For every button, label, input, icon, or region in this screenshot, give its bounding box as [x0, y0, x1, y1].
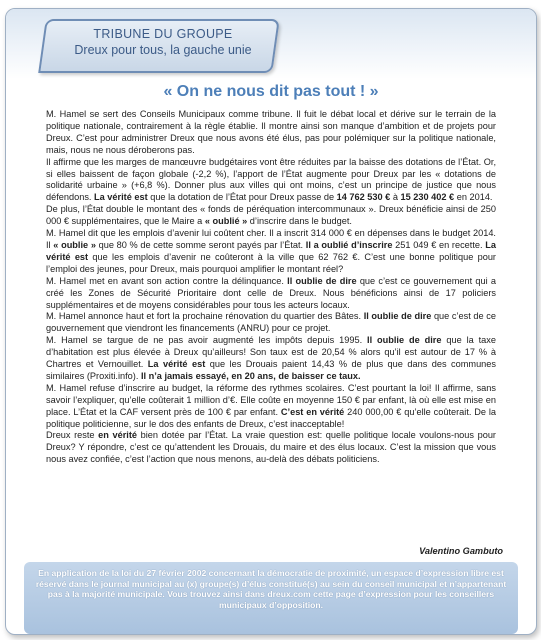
paragraph-text: M. Hamel annonce haut et fort la prochaine rénovation du quartier des Bâtes.: [46, 311, 364, 322]
legal-notice-text: En application de la loi du 27 février 2002 concernant la démocratie de proximité, un espace d’expression libre est réservé dans le journal municipal au (x) groupe(s) d’élus constitué(s) au sein du conseil municipal et n’appartenant pas à la majorité municipale. Vous trouvez ainsi dans dreux.com cette page d’expression pour les conseillers municipaux d’opposition.: [35, 568, 507, 610]
emphasis-text: Il oublie de dire: [363, 311, 432, 322]
emphasis-text: Il oublie de dire: [287, 275, 357, 286]
header-subtitle: Dreux pour tous, la gauche unie: [74, 43, 252, 57]
header-title: TRIBUNE DU GROUPE: [93, 27, 233, 41]
header-label: [48, 27, 278, 57]
paragraph: [46, 335, 496, 383]
emphasis-text: « oublie »: [53, 239, 96, 250]
paragraph: [46, 430, 496, 466]
paragraph-text: 251 049 € en recette.: [392, 239, 486, 250]
paragraph-text: M. Hamel met en avant son action contre la délinquance.: [46, 275, 288, 286]
emphasis-text: C’est en vérité: [280, 406, 345, 417]
paragraph-text: que c’est de ce gouvernement que viendront les financements (ANRU) pour ce projet.: [46, 311, 496, 334]
paragraph-text: bien dotée par l’État. La vraie question est: quelle politique locale voulons-nous pour Dreux? Y répondre, c’est ce qu’attendent les Drouais, du maire et des élus locaux. C’est la mission que vous nous avez confiée, c’est l’action que nous menons, au-delà des débats politiciens.: [46, 430, 496, 465]
emphasis-text: Il oublie de dire: [367, 335, 442, 346]
paragraph-text: 240 000,00 € qu’elle coûterait. De la politique politicienne, sur le dos des enfants de Dreux, c’est inacceptable!: [46, 406, 497, 429]
paragraph: [46, 311, 496, 335]
paragraph-text: à: [390, 192, 401, 203]
paragraph: [46, 157, 496, 205]
paragraph: [46, 383, 496, 431]
paragraph-text: M. Hamel se targue de ne pas avoir augmenté les impôts depuis 1995.: [46, 335, 368, 346]
emphasis-text: Il a oublié d’inscrire: [305, 239, 393, 250]
paragraph-text: en 2014.: [454, 192, 493, 203]
emphasis-text: La vérité est: [94, 192, 148, 203]
paragraph-text: que c’est ce gouvernement qui a créé les Zones de Sécurité Prioritaire dont celle de Dreux. Nous bénéficions ainsi de 17 policiers supplémentaires et de moyens considérables pour tous les acteurs locaux.: [46, 275, 496, 310]
paragraph-text: d’inscrire dans le budget.: [247, 216, 352, 227]
paragraph-text: Dreux reste: [46, 430, 99, 441]
paragraph-text: De plus, l’État double le montant des « fonds de péréquation intercommunaux ». Dreux bénéficie ainsi de 250 000 € supplémentaires, que le Maire a: [46, 204, 496, 227]
paragraph-text: Il affirme que les marges de manœuvre budgétaires vont être réduites par la baisse des dotations de l’État. Or, si elles baissent de façon globale (-2,2 %), l’apport de l’État augmente pour Dreux par les « dotations de solidarité urbaine » (+6,8 %). Donner plus aux villes qui ont moins, c’est un principe de justice que nous défendons.: [46, 156, 496, 203]
paragraph-text: que 80 % de cette somme seront payés par l’État.: [95, 239, 306, 250]
paragraph-text: que les Drouais paient 14,43 % de plus que dans des communes similaires (Proxiti.info).: [46, 359, 496, 381]
paragraph: [46, 228, 496, 276]
legal-notice-box: [24, 562, 518, 634]
paragraph: [46, 276, 496, 312]
paragraph-text: M. Hamel dit que les emplois d’avenir lui coûtent cher. Il a inscrit 314 000 € en dépenses dans le budget 2014. Il: [46, 228, 496, 250]
paragraph-text: que les emplois d’avenir ne coûteront à la ville que 62 762 €. C’est une bonne politique pour l’emploi des jeunes, pour Dreux, mais pourquoi amplifier le montant réel?: [46, 251, 496, 274]
headline: « On ne nous dit pas tout ! »: [163, 83, 379, 100]
signature: Valentino Gambuto: [419, 546, 503, 556]
paragraph: [46, 204, 496, 228]
tribune-card: [5, 8, 537, 635]
article-body: [46, 109, 496, 466]
paragraph-text: M. Hamel se sert des Conseils Municipaux comme tribune. Il fuit le débat local et dérive sur le terrain de la politique nationale, contrairement à la règle établie. Il montre ainsi son manque d’ambition et de projets pour Dreux. C’est pour administrer Dreux que nous avons été élus, pas pour polémiquer sur la politique nationale, mais, nous ne nous déroberons pas.: [46, 109, 496, 155]
paragraph-text: que la taxe d’habitation est plus élevée à Dreux qu’ailleurs! Son taux est de 20,54 % alors qu’il est autour de 17 % à Chartres et Vernouillet.: [46, 335, 496, 370]
emphasis-text: « oublié »: [204, 216, 248, 227]
paragraph-text: M. Hamel refuse d’inscrire au budget, la réforme des rythmes scolaires. C’est pourtant la loi! Il affirme, sans savoir l’expliquer, qu’elle coûterait 1 million d’€. Elle coûte en moyenne 150 € par enfant, là où elle est mise en place. L’État et la CAF versent près de 100 € par enfant.: [46, 382, 496, 417]
emphasis-text: La vérité est: [147, 359, 206, 370]
emphasis-text: La vérité est: [46, 239, 496, 262]
emphasis-text: en vérité: [98, 430, 138, 441]
paragraph-text: que la dotation de l’État pour Dreux passe de: [147, 192, 337, 203]
emphasis-text: 14 762 530 €: [336, 192, 391, 203]
paragraph: [46, 109, 496, 157]
emphasis-text: Il n’a jamais essayé, en 20 ans, de baisser ce taux.: [140, 370, 361, 381]
emphasis-text: 15 230 402 €: [400, 192, 455, 203]
